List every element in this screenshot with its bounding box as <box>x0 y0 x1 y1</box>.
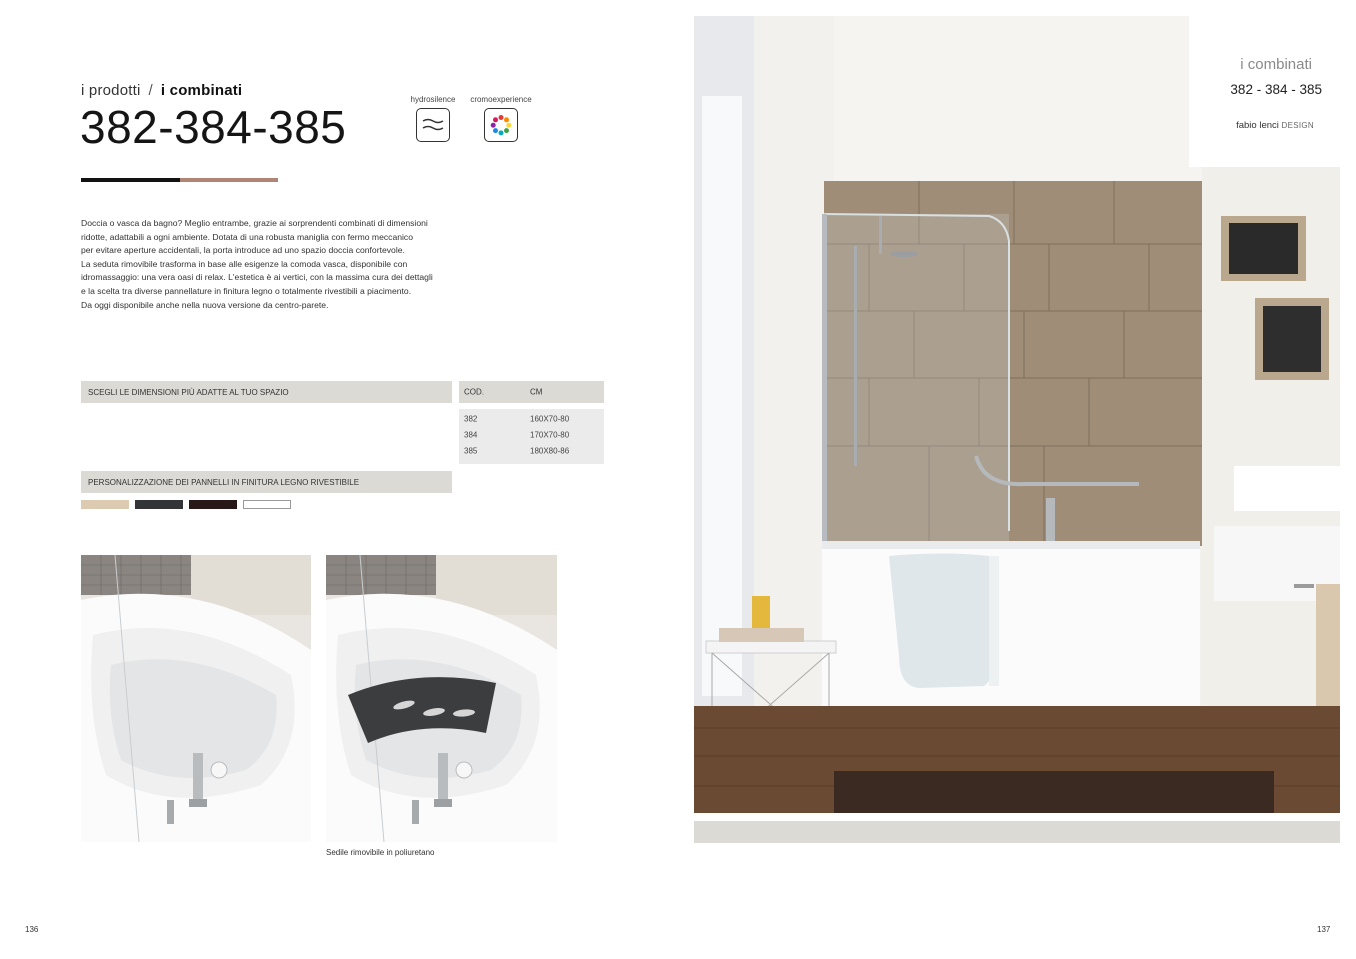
hero-label-card <box>1189 16 1340 167</box>
description-line: Doccia o vasca da bagno? Meglio entrambe, grazie ai sorprendenti combinati di dimensioni <box>81 218 428 228</box>
swatch-wenge <box>189 500 237 509</box>
spec-table-header <box>459 381 604 403</box>
feature-cromoexperience <box>466 95 536 142</box>
page-title: 382-384-385 <box>80 101 347 153</box>
table-row <box>459 411 604 427</box>
panels-heading: PERSONALIZZAZIONE DEI PANNELLI IN FINITURA LEGNO RIVESTIBILE <box>81 471 452 493</box>
tub-photo <box>81 555 311 842</box>
description-line: idromassaggio: una vera oasi di relax. L'estetica è ai vertici, con la massima cura dei dettagli <box>81 272 433 283</box>
cell-code: 384 <box>464 430 478 440</box>
feature-label: hydrosilence <box>410 95 456 104</box>
tub-seat-photo <box>326 555 557 842</box>
color-dots-icon <box>484 108 518 142</box>
designer-name: fabio lenci <box>1236 120 1279 131</box>
page-number-left: 136 <box>25 925 39 934</box>
breadcrumb-separator: / <box>148 82 153 99</box>
model-codes: 382 - 384 - 385 <box>1230 82 1322 97</box>
photo-caption: Sedile rimovibile in poliuretano <box>326 848 435 857</box>
column-code: COD. <box>464 387 484 397</box>
designer-credit <box>1236 120 1314 131</box>
description-line: La seduta rimovibile trasforma in base alle esigenze la comoda vasca, disponibile con <box>81 258 408 269</box>
description-line: ridotte, adattabili a ogni ambiente. Dotata di una robusta maniglia con fermo meccanico <box>81 231 414 242</box>
swatch-light-wood <box>81 500 129 509</box>
waves-icon <box>416 108 450 142</box>
breadcrumb-current: i combinati <box>160 82 243 99</box>
dimensions-heading: SCEGLI LE DIMENSIONI PIÙ ADATTE AL TUO SPAZIO <box>81 381 452 403</box>
divider-dark <box>81 178 180 182</box>
page-number-right: 137 <box>1317 925 1331 934</box>
table-row <box>459 427 604 443</box>
product-description <box>81 217 471 312</box>
designer-suffix: DESIGN <box>1281 121 1314 130</box>
cell-size: 170X70-80 <box>530 430 570 440</box>
breadcrumb-section: i prodotti <box>81 82 141 99</box>
description-line: e la scelta tra diverse pannellature in finitura legno o totalmente rivestibili a piacimento. <box>81 285 412 296</box>
swatch-white <box>243 500 291 509</box>
cell-size: 160X70-80 <box>530 414 570 424</box>
divider-brown <box>180 178 278 182</box>
cell-code: 382 <box>464 414 478 424</box>
series-name: i combinati <box>1240 56 1312 73</box>
cell-code: 385 <box>464 446 478 456</box>
cell-size: 180X80-86 <box>530 446 570 456</box>
table-row <box>459 443 604 459</box>
description-line: per evitare aperture accidentali, la porta introduce ad uno spazio doccia confortevole. <box>81 245 405 256</box>
feature-label: cromoexperience <box>470 95 532 104</box>
spec-table <box>459 409 604 464</box>
grey-strip <box>694 821 1340 843</box>
swatch-dark-grey <box>135 500 183 509</box>
description-line: Da oggi disponibile anche nella nuova versione da centro-parete. <box>81 299 329 310</box>
column-cm: CM <box>530 387 543 397</box>
breadcrumb <box>81 82 242 99</box>
feature-hydrosilence <box>398 95 468 142</box>
